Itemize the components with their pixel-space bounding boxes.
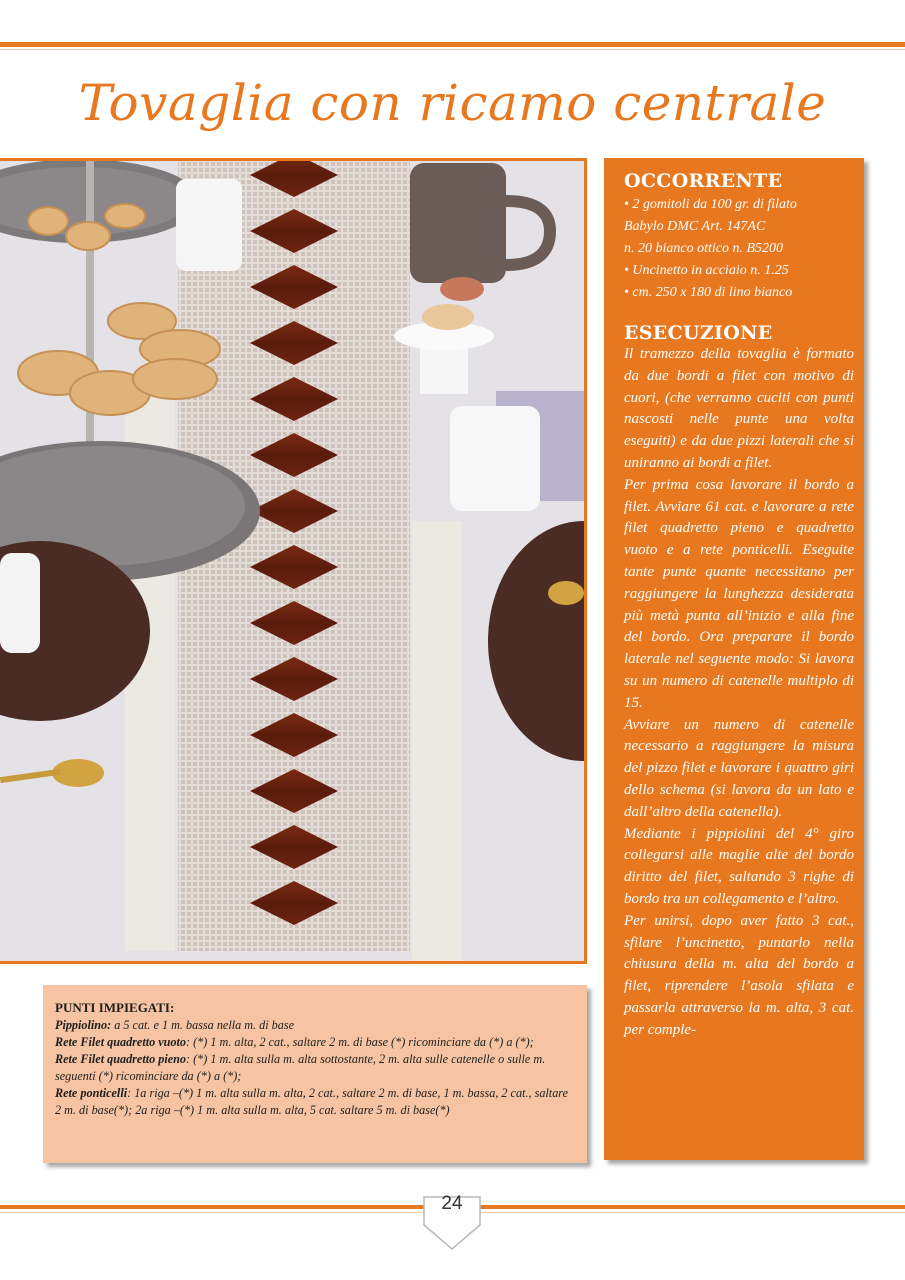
supply-item: Babylo DMC Art. 147AC <box>624 219 766 234</box>
top-rule-thin <box>0 49 905 50</box>
esecuzione-paragraph: Mediante i pippiolini del 4° giro collegarsi alle maglie alte del bordo diritto del filet, saltando 3 righe di bordo tra un collegamento e l’altro. <box>624 825 854 907</box>
supply-item: • Uncinetto in acciaio n. 1.25 <box>624 263 789 278</box>
esecuzione-heading: ESECUZIONE <box>624 322 773 344</box>
punti-heading: PUNTI IMPIEGATI: <box>55 1000 175 1015</box>
punti-term: Rete Filet quadretto vuoto <box>55 1035 187 1049</box>
punti-entry <box>55 1085 575 1119</box>
punti-impiegati-box <box>43 985 587 1163</box>
esecuzione-paragraph: Per unirsi, dopo aver fatto 3 cat., sfilare l’uncinetto, puntarlo nella chiusura della m. alta del bordo a filet, riprendere l’asola sfilata e passarla attraverso la m. alta, 3 cat. per comple- <box>624 912 854 1038</box>
punti-text: : 1a riga –(*) 1 m. alta sulla m. alta, 2 cat., saltare 2 m. di base, 1 m. bassa, 2 cat., saltare 2 m. di base(*); 2a riga –(*) 1 m. alta sulla m. alta, 5 cat. saltare 5 m. di base(*) <box>55 1086 568 1117</box>
main-photo <box>0 158 587 964</box>
supply-item: • cm. 250 x 180 di lino bianco <box>624 285 793 300</box>
punti-text: a 5 cat. e 1 m. bassa nella m. di base <box>111 1018 294 1032</box>
punti-term: Rete Filet quadretto pieno <box>55 1052 187 1066</box>
supply-item: • 2 gomitoli da 100 gr. di filato <box>624 197 797 212</box>
punti-entry <box>55 1017 575 1034</box>
occorrente-heading: OCCORRENTE <box>624 170 783 192</box>
supplies-list <box>624 194 854 304</box>
esecuzione-paragraph: Il tramezzo della tovaglia è formato da due bordi a filet con motivo di cuori, (che verranno cuciti con punti nascosti nelle punte una volta eseguiti) e da due pizzi laterali che si uniranno ai bordi a filet. <box>624 346 854 471</box>
top-rule <box>0 42 905 47</box>
page-number: 24 <box>441 1193 463 1214</box>
punti-entry <box>55 1051 575 1085</box>
punti-term: Pippiolino: <box>55 1018 112 1032</box>
esecuzione-body <box>624 344 854 1042</box>
punti-term: Rete ponticelli <box>55 1086 128 1100</box>
photo-image <box>0 161 584 961</box>
esecuzione-paragraph: Avviare un numero di catenelle necessario a raggiungere la misura del pizzo filet e lavorare i quattro giri dello schema (si lavora da un lato e dall’altro della catenella). <box>624 716 854 820</box>
supply-item: n. 20 bianco ottico n. B5200 <box>624 241 784 256</box>
punti-text: : (*) 1 m. alta, 2 cat., saltare 2 m. di base (*) ricominciare da (*) a (*); <box>186 1035 534 1049</box>
page-title: Tovaglia con ricamo centrale <box>78 74 827 132</box>
instructions-panel <box>604 158 864 1160</box>
punti-text: : (*) 1 m. alta sulla m. alta sottostante, 2 m. alta sulle catenelle o sulle m. seguenti (*) ricominciare da (*) a (*); <box>55 1052 546 1083</box>
esecuzione-paragraph: Per prima cosa lavorare il bordo a filet. Avviare 61 cat. e lavorare a rete filet quadretto pieno e quadretto vuoto e a rete ponticelli. Eseguite tante punte quante necessitano per raggiungere la lunghezza desiderata più metà punta all’inizio e alla fine del bordo. Ora preparare il bordo laterale nel seguente modo: Si lavora su un numero di catenelle multiplo di 15. <box>624 476 854 711</box>
punti-entry <box>55 1034 575 1051</box>
